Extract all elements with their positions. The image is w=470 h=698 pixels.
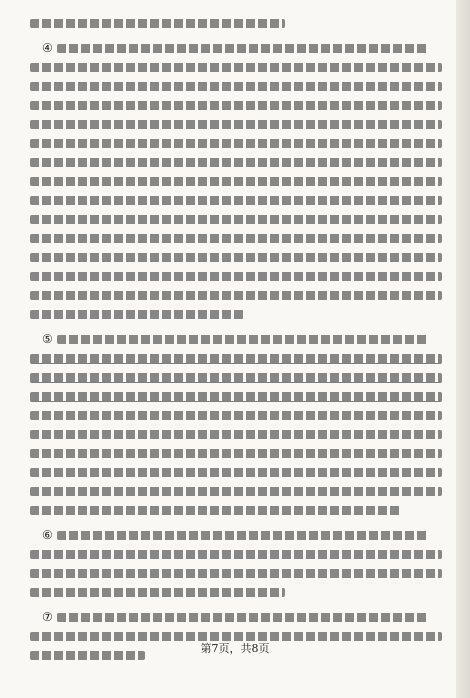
text-line-ink <box>30 373 442 383</box>
text-line-ink <box>30 19 285 28</box>
text-line-ink <box>30 253 442 262</box>
text-line-ink <box>30 272 442 281</box>
text-line <box>30 134 442 153</box>
text-line <box>30 545 442 564</box>
text-line-ink <box>30 158 442 167</box>
text-line <box>30 172 442 191</box>
text-line-ink <box>57 613 428 622</box>
binding-edge <box>456 0 470 698</box>
text-line <box>30 77 442 96</box>
text-line-ink <box>30 215 442 224</box>
text-line-ink <box>30 569 442 578</box>
text-line <box>30 444 442 463</box>
text-line-ink <box>30 392 442 402</box>
text-line <box>30 564 442 583</box>
text-line-ink <box>30 234 442 243</box>
text-line <box>30 267 442 286</box>
text-line <box>30 368 442 387</box>
text-line-ink <box>57 531 428 540</box>
text-line <box>30 39 442 58</box>
text-line <box>30 482 442 501</box>
text-line <box>30 229 442 248</box>
text-line-ink <box>30 550 442 559</box>
text-line-ink <box>30 82 442 91</box>
text-line <box>30 463 442 482</box>
text-line-ink <box>30 291 442 300</box>
page-footer: 第7页，共8页 <box>200 642 270 655</box>
text-line <box>30 58 442 77</box>
text-line <box>30 191 442 210</box>
text-line-ink <box>30 430 442 439</box>
text-line <box>30 608 442 627</box>
text-line-ink <box>30 63 442 72</box>
paragraph-number: ④ <box>42 41 53 55</box>
paragraph <box>30 14 442 33</box>
text-line-ink <box>30 120 442 129</box>
paragraph-number: ⑤ <box>42 332 53 346</box>
text-line-ink <box>30 588 285 597</box>
text-line <box>30 406 442 425</box>
text-line-ink <box>30 354 442 364</box>
paragraph <box>30 39 442 324</box>
text-line-ink <box>57 44 428 53</box>
text-line <box>30 526 442 545</box>
text-line <box>30 96 442 115</box>
text-line <box>30 248 442 267</box>
text-line <box>30 387 442 406</box>
text-line <box>30 305 442 324</box>
text-line <box>30 501 442 520</box>
text-line <box>30 153 442 172</box>
text-line-ink <box>57 335 428 344</box>
paragraph-number: ⑦ <box>42 610 53 624</box>
text-line-ink <box>30 101 442 110</box>
text-line <box>30 330 442 349</box>
paragraph <box>30 330 442 520</box>
text-line-ink <box>30 139 442 148</box>
text-line-ink <box>30 196 442 205</box>
text-line <box>30 583 442 602</box>
text-line <box>30 115 442 134</box>
paragraph <box>30 526 442 602</box>
body-text <box>30 14 442 671</box>
text-line <box>30 425 442 444</box>
text-line-ink <box>30 506 401 515</box>
text-line-ink <box>30 468 442 477</box>
text-line <box>30 286 442 305</box>
text-line-ink <box>30 449 442 458</box>
text-line <box>30 349 442 368</box>
text-line-ink <box>30 177 442 186</box>
text-line <box>30 210 442 229</box>
text-line <box>30 14 442 33</box>
paragraph <box>30 608 442 665</box>
text-line-ink <box>30 411 442 420</box>
paragraph-number: ⑥ <box>42 528 53 542</box>
text-line-ink <box>30 310 244 319</box>
text-line-ink <box>30 487 442 496</box>
